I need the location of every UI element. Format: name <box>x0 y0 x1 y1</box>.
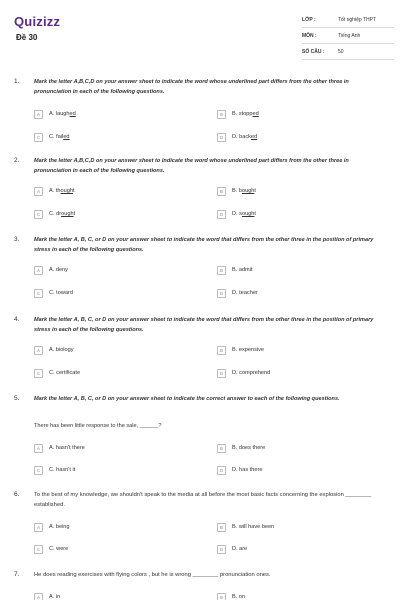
option-letter-box[interactable]: C <box>34 133 43 142</box>
option-letter-box[interactable]: D <box>217 289 226 298</box>
option-c[interactable] <box>34 209 75 219</box>
option-text: B. on <box>232 594 246 600</box>
option-letter-box[interactable]: A <box>34 187 43 196</box>
quizizz-logo: Quizizz <box>14 14 61 29</box>
option-a[interactable] <box>34 186 75 196</box>
option-d[interactable] <box>217 288 258 298</box>
option-letter-box[interactable]: B <box>217 593 226 600</box>
option-d[interactable] <box>217 209 256 219</box>
meta-label: LỚP : <box>302 17 316 23</box>
question-number: 7. <box>14 571 20 578</box>
option-text: D. are <box>232 546 248 552</box>
option-d[interactable] <box>217 132 257 142</box>
question-text: Mark the letter A, B, C, or D on your answer sheet to indicate the correct answer to each of the following questions. <box>34 396 340 402</box>
worksheet-header <box>0 0 400 70</box>
option-text: D. sought <box>232 211 256 217</box>
option-c[interactable] <box>34 132 70 142</box>
option-text: A. hasn't there <box>49 445 85 451</box>
option-text: C. certificate <box>49 370 81 376</box>
option-text: A. deny <box>49 267 68 273</box>
option-text: B. expensive <box>232 347 265 353</box>
option-a[interactable] <box>34 522 70 532</box>
option-text: B. bought <box>232 188 256 194</box>
question-number: 6. <box>14 491 20 498</box>
option-b[interactable] <box>217 186 256 196</box>
meta-value: Tốt nghiệp THPT <box>338 17 376 23</box>
question-number: 2. <box>14 157 20 164</box>
option-text: D. comprehend <box>232 370 271 376</box>
option-b[interactable] <box>217 109 259 119</box>
option-letter-box[interactable]: A <box>34 266 43 275</box>
question-number: 1. <box>14 78 20 85</box>
question-text: To the best of my knowledge, we shouldn't speak to the media at all before the most basic facts concerning the explosion ________ established. <box>34 492 372 508</box>
option-b[interactable] <box>217 443 265 453</box>
option-letter-box[interactable]: A <box>34 346 43 355</box>
option-letter-box[interactable]: A <box>34 523 43 532</box>
option-a[interactable] <box>34 345 74 355</box>
question-text: Mark the letter A,B,C,D on your answer sheet to indicate the word whose underlined part differs from the other three in pronunciation in each of the following questions. <box>34 158 349 174</box>
option-b[interactable] <box>217 522 274 532</box>
option-text: A. in <box>49 594 61 600</box>
question-text: Mark the letter A, B, C, or D on your answer sheet to indicate the word that differs from the other three in the position of primary stress in each of the following questions. <box>34 317 374 333</box>
option-letter-box[interactable]: B <box>217 187 226 196</box>
option-text: C. toward <box>49 290 73 296</box>
option-text: A. being <box>49 524 70 530</box>
option-a[interactable] <box>34 109 76 119</box>
option-text: C. failed <box>49 134 70 140</box>
option-text: D. teacher <box>232 290 258 296</box>
meta-label: MÔN : <box>302 33 317 39</box>
meta-row-subject <box>302 30 394 44</box>
option-b[interactable] <box>217 265 253 275</box>
question-text: Mark the letter A, B, C, or D on your answer sheet to indicate the word that differs from the other three in the position of primary stress in each of the following questions. <box>34 237 374 253</box>
meta-row-class <box>302 14 394 28</box>
option-text: B. stopped <box>232 111 259 117</box>
option-a[interactable] <box>34 592 60 600</box>
option-d[interactable] <box>217 368 270 378</box>
option-text: C. drought <box>49 211 76 217</box>
option-letter-box[interactable]: C <box>34 210 43 219</box>
meta-value: 50 <box>338 49 344 55</box>
option-a[interactable] <box>34 265 68 275</box>
option-b[interactable] <box>217 345 264 355</box>
option-text: B. does there <box>232 445 266 451</box>
option-letter-box[interactable]: B <box>217 110 226 119</box>
option-c[interactable] <box>34 465 75 475</box>
option-letter-box[interactable]: B <box>217 266 226 275</box>
option-text: A. laughed <box>49 111 76 117</box>
option-letter-box[interactable]: B <box>217 346 226 355</box>
option-letter-box[interactable]: B <box>217 444 226 453</box>
option-text: D. has there <box>232 467 263 473</box>
option-letter-box[interactable]: C <box>34 466 43 475</box>
option-c[interactable] <box>34 544 68 554</box>
question-number: 5. <box>14 395 20 402</box>
option-text: B. admit <box>232 267 253 273</box>
option-letter-box[interactable]: D <box>217 545 226 554</box>
option-letter-box[interactable]: C <box>34 369 43 378</box>
option-a[interactable] <box>34 443 85 453</box>
question-text: He does reading exercises with flying colors , but he is wrong ________ pronunciation ones. <box>34 572 271 578</box>
meta-label: SỐ CÂU : <box>302 49 325 55</box>
option-text: A. thought <box>49 188 75 194</box>
question-number: 4. <box>14 316 20 323</box>
meta-value: Tiếng Anh <box>338 33 361 39</box>
question-sentence: There has been little response to the sale, ______? <box>34 423 162 429</box>
option-letter-box[interactable]: C <box>34 289 43 298</box>
option-text: B. will have been <box>232 524 275 530</box>
option-text: C. were <box>49 546 69 552</box>
question-text: Mark the letter A,B,C,D on your answer sheet to indicate the word whose underlined part differs from the other three in pronunciation in each of the following questions. <box>34 79 349 95</box>
option-letter-box[interactable]: A <box>34 110 43 119</box>
option-letter-box[interactable]: D <box>217 133 226 142</box>
worksheet-title: Đề 30 <box>16 33 38 42</box>
option-text: A. biology <box>49 347 74 353</box>
option-d[interactable] <box>217 465 262 475</box>
option-letter-box[interactable]: A <box>34 444 43 453</box>
option-letter-box[interactable]: D <box>217 466 226 475</box>
option-text: D. backed <box>232 134 258 140</box>
question-number: 3. <box>14 236 20 243</box>
option-c[interactable] <box>34 368 80 378</box>
option-b[interactable] <box>217 592 245 600</box>
option-letter-box[interactable]: A <box>34 593 43 600</box>
option-d[interactable] <box>217 544 247 554</box>
worksheet-meta <box>302 14 394 62</box>
meta-row-count <box>302 46 394 60</box>
option-letter-box[interactable]: D <box>217 210 226 219</box>
option-letter-box[interactable]: B <box>217 523 226 532</box>
option-c[interactable] <box>34 288 73 298</box>
option-letter-box[interactable]: D <box>217 369 226 378</box>
option-letter-box[interactable]: C <box>34 545 43 554</box>
option-text: C. hasn't it <box>49 467 76 473</box>
